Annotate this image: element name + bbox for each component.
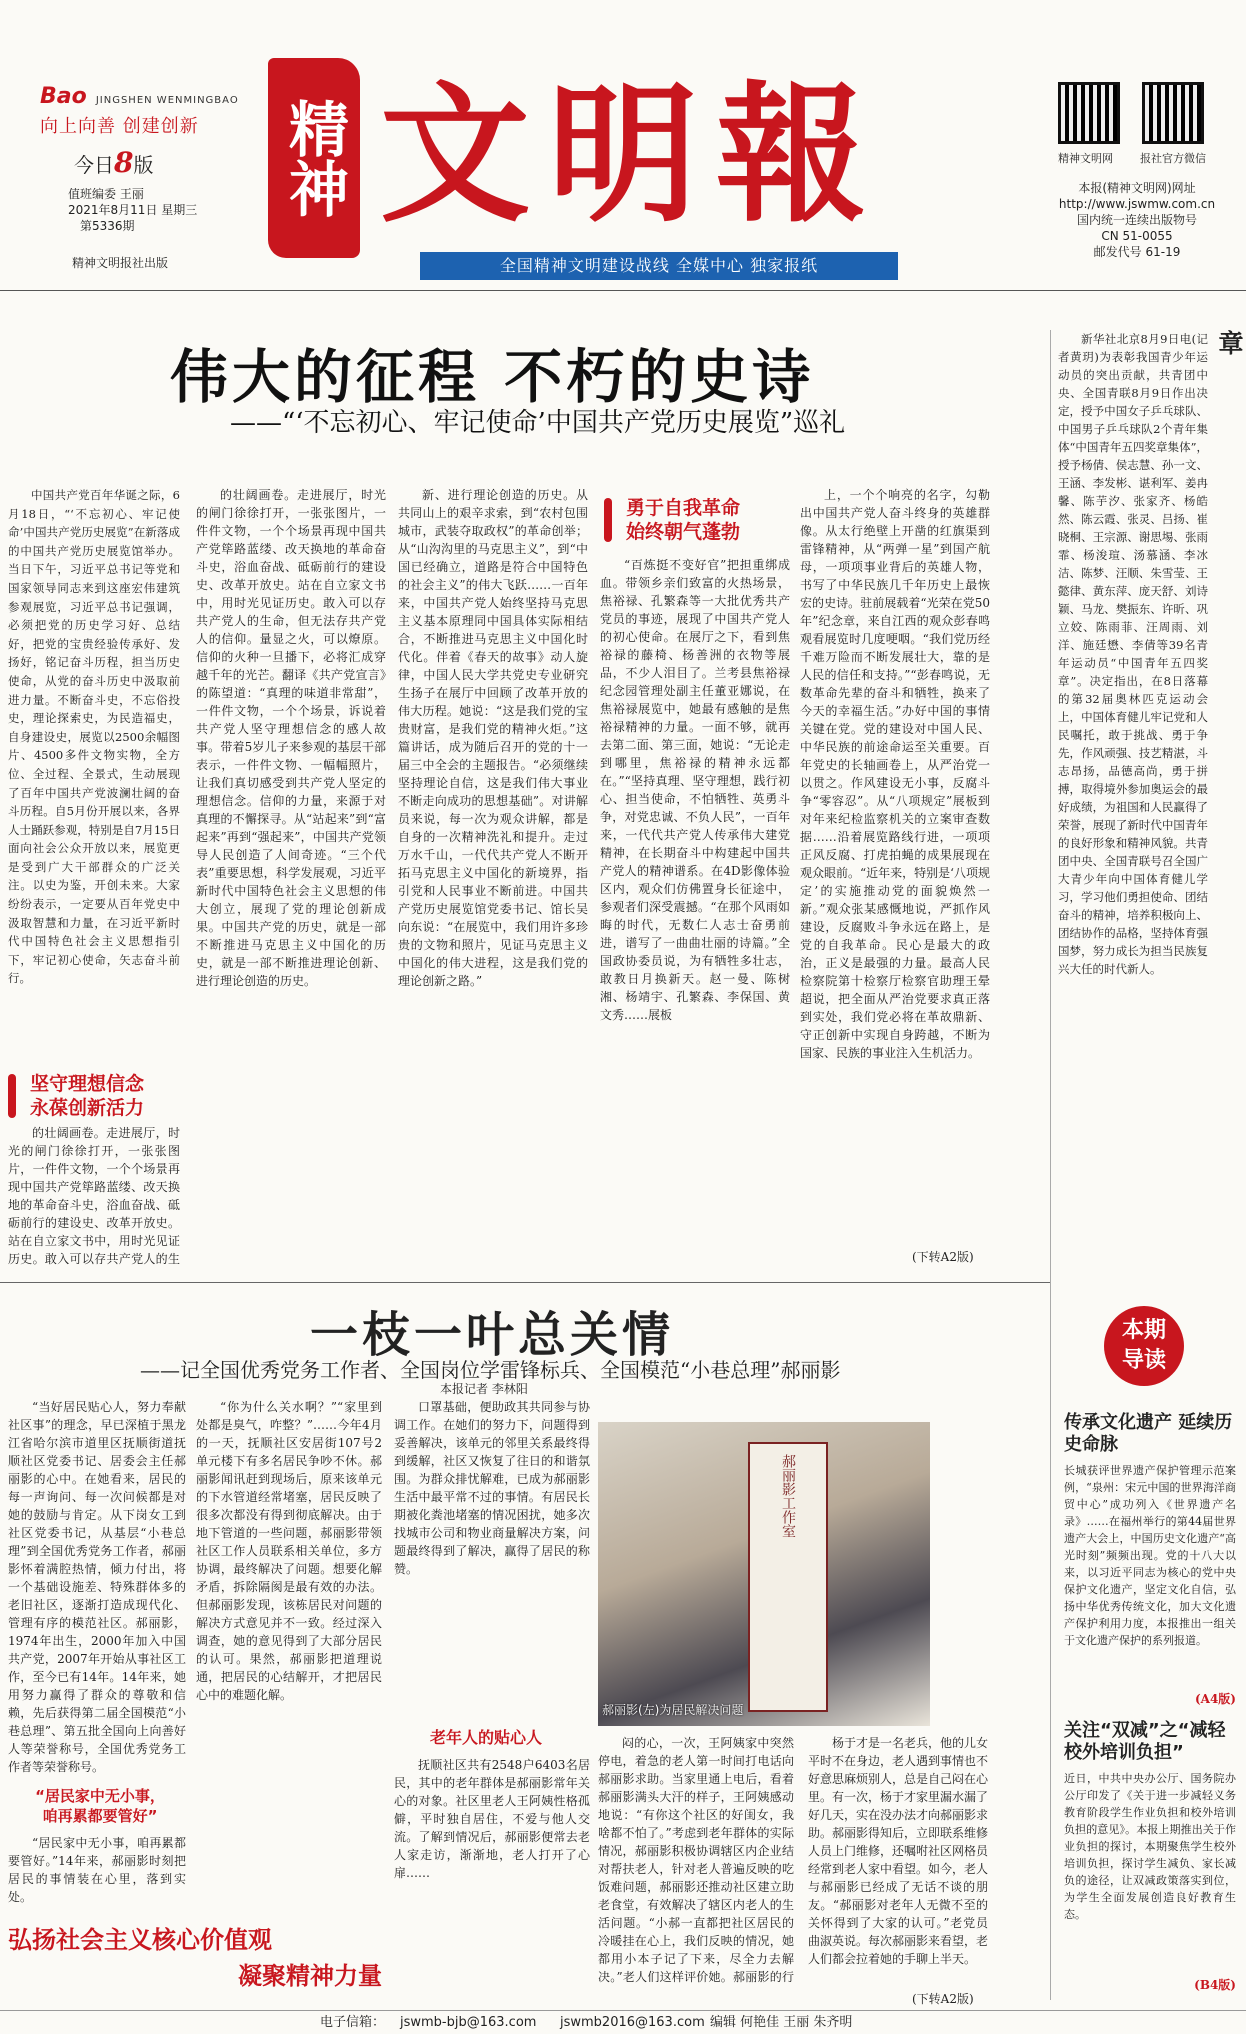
lead-intro-text: 中国共产党百年华诞之际，6月18日，“‘不忘初心、牢记使命’中国共产党历史展览”在新落成的中国共产党历史展览馆举办。当日下午，习近平总书记等党和国家领导同志来到这座宏伟建筑参观展览，习近平总书记强调，必须把党的历史学习好、总结好，把党的宝贵经验传承好、发扬好，铭记奋斗历程，担当历史使命，从党的奋斗历史中汲取前进力量。不断奋斗史，不忘俗投史，理论探索史，为民造福史，自身建设史，展览以2500余幅图片、4500多件文物实物，全方位、全过程、全景式，生动展现了百年中国共产党波澜壮阔的奋斗历程。自5月份开展以来，各界人士踊跃参观，特别是自7月15日面向社会公众开放以来，展览更是受到广大干部群众的广泛关注。以史为鉴，开创未来。大家纷纷表示，一定要从百年党史中汲取智慧和力量，在习近平新时代中国特色社会主义思想指引下，牢记初心使命，矢志奋斗前行。 (8, 488, 180, 986)
lead-col2-text: 的壮阔画卷。走进展厅，时光的闸门徐徐打开，一张张图片，一件件文物，一个个场景再现中国共产党筚路蓝缕、改天换地的革命奋斗史，浴血奋战、砥砺前行的建设史、改革开放史。站在自立家文书中，用时光见证历史。敢入可以存共产党人的生命，但无法存共产党人的信仰。量显之火，可以燎原。信仰的火种一旦播下，必将汇成穿越千年的光芒。翻译《共产党宣言》的陈望道：“真理的味道非常甜”，一件件文物，一个个场景，诉说着共产党人坚守理想信念的感人故事。带着5岁儿子来参观的基层干部表示，一件件文物、一幅幅照片，让我们真切感受到共产党人坚定的理想信念。信仰的力量，来源于对真理的不懈探寻。从“站起来”到“富起来”再到“强起来”，中国共产党领导人民创造了人间奇迹。“三个代表”重要思想，科学发展观，习近平新时代中国特色社会主义思想的伟大创立，展现了党的理论创新成果。中国共产党的历史，就是一部不断推进马克思主义中国化的历史，就是一部不断推进理论创新、进行理论创造的历史。 (196, 488, 386, 988)
today-page-count: 8 (114, 146, 134, 179)
guide-item2-edition[interactable]: (B4版) (1194, 1978, 1236, 1992)
today-label: 今日 (74, 153, 114, 177)
second-col1b (8, 1834, 186, 1906)
second-col4-text: 闷的心，一次，王阿姨家中突然停电，着急的老人第一时间打电话向郝丽影求助。当家里通上电后，看着郝丽影满头大汗的样子，王阿姨感动地说：“有你这个社区的好闺女，我啥都不怕了。”考虑到老年群体的实际情况，郝丽影积极协调辖区内企业结对帮扶老人，针对老人普遍反映的吃饭难问题，郝丽影还推动社区建立助老食堂，有效解决了辖区内老人的生活问题。“小郝一直都把社区居民的冷暖挂在心上，我们反映的情况，她都用小本子记了下来，尽全力去解决。”老人们这样评价她。郝丽影的行 (598, 1736, 794, 1984)
site-info (1052, 180, 1222, 260)
second-col3 (394, 1398, 590, 1720)
lead-bottom-rule (0, 1282, 1050, 1283)
lead-col4 (600, 556, 790, 1268)
guide-item1-text: 长城获评世界遗产保护管理示范案例，“泉州：宋元中国的世界海洋商贸中心”成功列入《世界遗产名录》……在福州举行的第44届世界遗产大会上，中国历史文化遗产“高光时刻”频频出现。党的十八大以来，以习近平同志为核心的党中央保护文化遗产，坚定文化自信，弘扬中华优秀传统文化，加大文化遗产保护利用力度，本报推出一组关于文化遗产保护的系列报道。 (1064, 1464, 1236, 1647)
second-section-b-title: 老年人的贴心人 (430, 1728, 543, 1747)
second-col1 (8, 1398, 186, 1776)
section2-title-a: 勇于自我革命 (626, 497, 741, 519)
email-2[interactable]: jswmb2016@163.com (560, 2015, 705, 2030)
second-col2 (196, 1398, 382, 1918)
newspaper-title: 文明報 (380, 67, 885, 243)
masthead-banner: 全国精神文明建设战线 全媒中心 独家报纸 (420, 252, 898, 280)
lead-continued: (下转A2版) (912, 1250, 974, 1264)
lead-col2 (196, 486, 386, 1268)
lead-subhead: ——“‘不忘初心、牢记使命’中国共产党历史展览”巡礼 (230, 408, 846, 438)
core-values-line2: 凝聚精神力量 (238, 1962, 382, 1990)
section2-title (626, 496, 740, 544)
section2-title-b: 始终朝气蓬勃 (626, 521, 741, 543)
lead-headline: 伟大的征程 不朽的史诗 (170, 343, 815, 411)
studio-sign (748, 1442, 828, 1712)
second-story-photo (598, 1422, 930, 1726)
editor-on-duty: 值班编委 王丽 (68, 187, 144, 201)
second-subhead: ——记全国优秀党务工作者、全国岗位学雷锋标兵、全国模范“小巷总理”郝丽影 (140, 1358, 841, 1382)
second-col1-text: “当好居民贴心人，努力奉献社区事”的理念，早已深植于黑龙江省哈尔滨市道里区抚顺街道抚顺社区党委书记、居委会主任郝丽影的心中。在她看来，居民的每一声询问、每一次问候都是对她的鼓励与肯定。从下岗女工到社区党委书记，从基层“小巷总理”到全国优秀党务工作者，郝丽影怀着满腔热情，倾力付出，将一个基础设施差、特殊群体多的老旧社区，逐渐打造成现代化、管理有序的模范社区。郝丽影，1974年出生，2000年加入中国共产党，2007年开始从事社区工作，至今已有14年。14年来，她用努力赢得了群众的尊敬和信赖，先后获得第二届全国模范“小巷总理”、第五批全国向上向善好人等荣誉称号，全国优秀党务工作者等荣誉称号。 (8, 1400, 186, 1774)
lead-col5-text: 上，一个个响亮的名字，勾勒出中国共产党人奋斗终身的英雄群像。从太行绝壁上开凿的红旗渠到雷锋精神，从“两弹一星”到国产航母，一项项事业背后的英雄人物，书写了中华民族几千年历史上最恢宏的史诗。驻前展载着“光荣在党50年”纪念章，来自江西的观众彭春鸣观看展览时几度哽咽。“我们党历经千难万险而不断发展壮大，靠的是人民的信任和支持。”“彭春鸣说，无数革命先辈的奋斗和牺牲，换来了今天的幸福生活。”办好中国的事情关键在党。党的建设对中国人民、中华民族的前途命运至关重要。百年党史的长轴画卷上，从严治党一以贯之。作风建设无小事，反腐斗争“零容忍”。从“八项规定”展板到对年来纪检监察机关的立案审查数据……沿着展览路线行进，一项项正风反腐、打虎拍蝇的成果展现在观众眼前。“近年来，特别是‘八项规定’的实施推动党的面貌焕然一新。”观众张某感慨地说，严抓作风建设，反腐败斗争永远在路上，是党的自我革命。民心是最大的政治，正义是最强的力量。最高人民检察院第十检察厅检察官助理王晕超说，把全面从严治党要求真正落到实处，我们党必将在革故鼎新、守正创新中实现自身跨越，不断为国家、民族的事业注入生机活力。 (800, 488, 990, 1060)
small-logo (40, 84, 239, 109)
logo-pinyin: JINGSHEN WENMINGBAO (95, 95, 239, 106)
photo-caption: 郝丽影(左)为居民解决问题 (602, 1703, 744, 1717)
slogan: 向上向善 创建创新 (40, 116, 199, 137)
cn-number: CN 51-0055 (1101, 229, 1173, 243)
second-col3b-text: 抚顺社区共有2548户6403名居民，其中的老年群体是郝丽影常年关心的对象。社区里老人王阿姨性格孤僻，平时独自居住，不爱与他人交流。了解到情况后，郝丽影便常去老人家走访，渐渐地，老人打开了心扉…… (394, 1758, 590, 1880)
lead-col4-text: “百炼挺不变好官”把担重绑成血。带领乡亲们致富的火热场景，焦裕禄、孔繁森等一大批优秀共产党员的事迹，展现了中国共产党人的初心使命。在展厅之下，看到焦裕禄的藤椅、杨善洲的衣物等展品，不少人泪目了。兰考县焦裕禄纪念园管理处副主任董亚娜说，在焦裕禄展览中，她最有感触的是焦裕禄精神的力量。一面不够，就再去第二面、第三面，她说：“无论走到哪里，焦裕禄的精神永远都在。”“坚持真理、坚守理想，践行初心、担当使命，不怕牺牲、英勇斗争，对党忠诚、不负人民”，一百年来，一代代共产党人传承伟大建党精神，在长期奋斗中构建起中国共产党人的精神谱系。在4D影像体验区内，观众们仿佛置身长征途中，参观者们深受震撼。“在那个风雨如晦的时代，无数仁人志士奋勇前进，谱写了一曲曲壮丽的诗篇。”全国政协委员说，为有牺牲多壮志，敢教日月换新天。赵一曼、陈树湘、杨靖宇、孔繁森、李保国、黄文秀……展板 (600, 558, 790, 1022)
today-unit: 版 (133, 153, 154, 177)
side-headline: 章 (1215, 330, 1244, 357)
lead-col3 (398, 486, 588, 1268)
second-col2-text: “你为什么关水啊？”“家里到处都是臭气，咋整？”……今年4月的一天，抚顺社区安居街107号2单元楼下有多名居民争吵不休。郝丽影闻讯赶到现场后，原来该单元的下水管道经常堵塞，居民反映了很多次都没有得到彻底解决。由于地下管道的一些问题，郝丽影带领社区工作人员联系相关单位，多方协调，最终解决了问题。想要化解矛盾，拆除隔阂是最有效的办法。但郝丽影发现，该栋居民对问题的解决方式意见并不一致。经过深入调查，她的意见得到了大部分居民的认可。果然，郝丽影把道理说通，把居民的心结解开，才把居民心中的难题化解。 (196, 1400, 382, 1702)
second-section-a-title (20, 1786, 180, 1826)
guide-item1-edition[interactable]: (A4版) (1194, 1692, 1236, 1706)
guide-divider (1050, 1290, 1051, 2000)
guide-item1-title[interactable]: 传承文化遗产 延续历史命脉 (1064, 1412, 1233, 1455)
section2-marker (604, 498, 612, 542)
site-line1: 本报(精神文明网)网址 (1078, 181, 1196, 195)
issue-meta (68, 186, 197, 234)
guide-item2-text: 近日，中共中央办公厅、国务院办公厅印发了《关于进一步减轻义务教育阶段学生作业负担和校外培训负担的意见》。本报上期推出关于作业负担的探讨，本期聚焦学生校外培训负担，探讨学生减负、家长减负的途径，让双减政策落实到位，为学生全面发展创造良好教育生态。 (1064, 1772, 1236, 1921)
core-values-slogan (8, 1922, 382, 1994)
lead-col1-bottom-text: 的壮阔画卷。走进展厅，时光的闸门徐徐打开，一张张图片，一件件文物，一个个场景再现中国共产党筚路蓝缕、改天换地的革命奋斗史，浴血奋战、砥砺前行的建设史、改革开放史。站在自立家文书中，用时光见证历史。敢入可以存共产党人的生 (8, 1126, 180, 1266)
masthead-divider (0, 290, 1246, 291)
issue-number: 第5336期 (80, 219, 135, 233)
qr-code-wechat[interactable] (1142, 82, 1204, 144)
lead-intro (8, 486, 180, 1082)
postal-code: 邮发代号 61-19 (1093, 245, 1181, 259)
qr-code-website[interactable] (1058, 82, 1120, 144)
site-url[interactable]: http://www.jswmw.com.cn (1058, 197, 1216, 211)
qr1-label: 精神文明网 (1058, 152, 1113, 165)
footer (0, 2010, 1246, 2034)
second-col5-text: 杨于才是一名老兵，他的儿女平时不在身边，老人遇到事情也不好意思麻烦别人，总是自己闷在心里。有一次，杨于才家里漏水漏了好几天，实在没办法才向郝丽影求助。郝丽影得知后，立即联系维修人员上门维修，还嘱咐社区网格员经常到老人家中看望。如今，老人与郝丽影已经成了无话不谈的朋友。“郝丽影对老年人无微不至的关怀得到了大家的认可。”老党员曲淑英说。每次郝丽影来看望，老人们都会拉着她的手聊上半天。 (808, 1736, 988, 1966)
second-col3-text: 口罩基础，便助政其共同参与协调工作。在她们的努力下，问题得到妥善解决，该单元的邻里关系最终得到缓解，社区又恢复了往日的和谐氛围。为群众排忧解难，已成为郝丽影生活中最平常不过的事情。有居民长期被化粪池堵塞的情况困扰，她多次找城市公司和物业商量解决方案，问题最终得到了解决，赢得了居民的称赞。 (394, 1400, 590, 1576)
side-divider (1050, 330, 1051, 1320)
side-story-text: 新华社北京8月9日电(记者黄玥)为表彰我国青少年运动员的突出贡献，共青团中央、全国青联8月9日作出决定，授予中国女子乒乓球队、中国男子乒乓球队2个青年集体“中国青年五四奖章集体”，授予杨倩、侯志慧、孙一文、王涵、李发彬、谌利军、姜冉馨、陈芋汐、张家齐、杨皓然、陈云霞、张灵、吕扬、崔晓桐、王宗源、谢思埸、张雨霏、杨浚瑄、汤慕涵、李冰洁、陈梦、汪顺、朱雪莹、王懿律、黄东萍、庞天舒、刘诗颖、马龙、樊振东、许昕、巩立姣、陈雨菲、汪周雨、刘洋、施廷懋、李倩等39名青年运动员“中国青年五四奖章”。决定指出，在8日落幕的第32届奥林匹克运动会上，中国体育健儿牢记党和人民嘱托，敢于挑战、勇于争先，作风顽强、技艺精湛，斗志昂扬，品德高尚，勇于拼搏，取得境外参加奥运会的最好成绩，为祖国和人民赢得了荣誉，展现了新时代中国青年的良好形象和精神风貌。共青团中央、全国青联号召全国广大青少年向中国体育健儿学习，学习他们勇担使命、团结奋斗的精神，培养积极向上、团结协作的品格，坚持体育强国梦，努力成长为担当民族复兴大任的时代新人。 (1058, 332, 1208, 976)
section1-title-b: 永葆创新活力 (30, 1097, 145, 1119)
section1-marker (8, 1074, 16, 1118)
site-line3: 国内统一连续出版物号 (1076, 213, 1197, 227)
editors: 编辑 何艳佳 王丽 朱齐明 (710, 2015, 853, 2030)
side-story-body (1058, 330, 1208, 1320)
lead-col5 (800, 486, 990, 1246)
masthead-seal: 精神 (268, 58, 360, 258)
lead-col1-bottom (8, 1124, 180, 1268)
core-values-line1: 弘扬社会主义核心价值观 (8, 1926, 272, 1954)
second-section-a-title-1: “居民家中无小事， (35, 1787, 165, 1805)
lead-col3-text: 新、进行理论创造的历史。从共同山上的艰辛求索，到“农村包围城市，武装夺取政权”的革命创举；从“山沟沟里的马克思主义”，到“中国已经确立，道路是符合中国特色的社会主义”的伟大飞跃……一百年来，中国共产党人始终坚持马克思主义基本原理同中国具体实际相结合，不断推进马克思主义中国化时代化。伴着《春天的故事》动人旋律，中国人民大学共党史专业研究生扬子在展厅中回顾了改革开放的伟大历程。她说：“这是我们党的宝贵财富，是我们党的精神火炬。”这篇讲话，成为随后召开的党的十一届三中全会的主题报告。“必须继续坚持理论自信，这是我们伟大事业不断走向成功的思想基础”。对讲解员来说，每一次为观众讲解，都是自身的一次精神洗礼和提升。走过万水千山，一代代共产党人不断开拓马克思主义中国化的新境界，指引党和人民事业不断前进。中国共产党历史展览馆党委书记、馆长吴向东说：“在展览中，我们用许多珍贵的文物和照片，见证马克思主义中国化的伟大进程，这是我们党的理论创新之路。” (398, 488, 588, 988)
section1-title (30, 1072, 144, 1120)
guide-badge-text: 本期导读 (1121, 1318, 1166, 1373)
issue-date: 2021年8月11日 星期三 (68, 203, 198, 217)
second-byline: 本报记者 李林阳 (440, 1382, 528, 1396)
second-continued: (下转A2版) (912, 1992, 974, 2006)
qr2-label: 报社官方微信 (1140, 152, 1206, 165)
today-pages (74, 146, 153, 179)
section1-title-a: 坚守理想信念 (30, 1073, 145, 1095)
second-col3b (394, 1756, 590, 1988)
guide-item2-title[interactable]: 关注“双减”之“减轻校外培训负担” (1064, 1720, 1226, 1763)
publisher: 精神文明报社出版 (72, 256, 169, 270)
second-section-a-title-2: 咱再累都要管好” (42, 1807, 158, 1825)
second-col4 (598, 1734, 794, 1988)
email-1[interactable]: jswmb-bjb@163.com (400, 2015, 537, 2030)
studio-sign-text: 郝丽影工作室 (780, 1454, 796, 1538)
second-col1b-text: “居民家中无小事，咱再累都要管好。”14年来，郝丽影时刻把居民的事情装在心里，落到实处。 (8, 1836, 186, 1904)
guide-badge (1104, 1306, 1184, 1386)
email-label: 电子信箱： (320, 2015, 386, 2030)
second-headline: 一枝一叶总关情 (310, 1307, 675, 1363)
second-col5 (808, 1734, 988, 1986)
logo-mark: Bao (40, 84, 87, 109)
